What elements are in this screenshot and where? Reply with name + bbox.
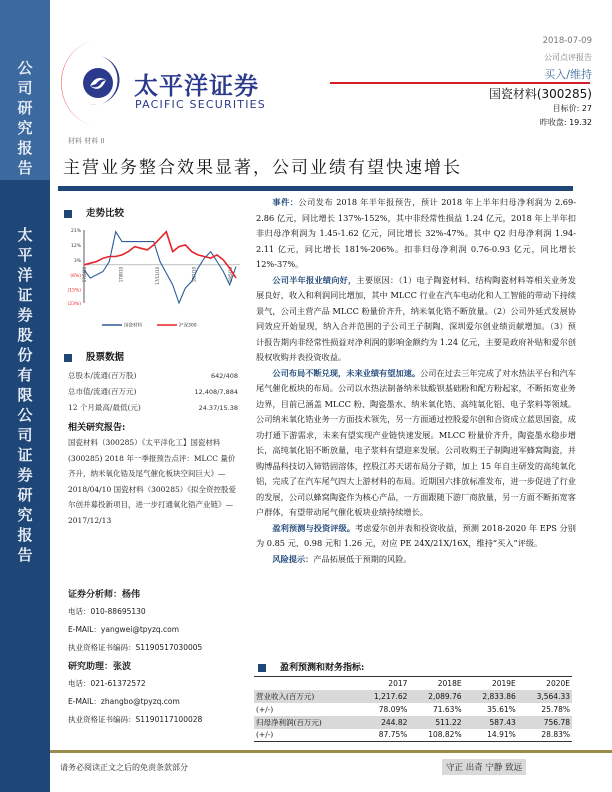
assistant-cert: 执业资格证书编码：S1190117100028 <box>68 715 203 724</box>
sidebar-company-label: 太 平 洋 证 券 股 份 有 限 公 司 证 券 研 究 报 告 <box>17 226 33 564</box>
industry-category: 材料 材料 II <box>68 137 105 145</box>
table-row: 营业收入(百万元) 1,217.62 2,089.76 2,833.86 3,564.33 <box>256 691 570 701</box>
paragraph-risk: 风险提示：产品拓展低于预期的风险。 <box>272 553 412 564</box>
svg-text:3%: 3% <box>73 258 81 264</box>
logo-cn-text: 太平洋证券 <box>134 72 259 100</box>
svg-text:17/8/10: 17/8/10 <box>118 266 124 283</box>
svg-text:国瓷材料: 国瓷材料 <box>124 323 142 329</box>
stock-row: 12 个月最高/最低(元) 24.37/15.38 <box>68 403 238 412</box>
bullet-square-icon <box>64 210 72 218</box>
assistant-phone: 电话：021-61372572 <box>68 679 146 688</box>
table-row: 归母净利润(百万元) 244.82 511.22 587.43 756.78 <box>256 717 570 727</box>
analyst-email[interactable]: E-MAIL：yangwei@tpyzq.com <box>68 625 180 634</box>
stock-data-heading: 股票数据 <box>64 349 124 363</box>
rating: 买入/维持 <box>544 68 592 81</box>
related-reports-list: 国瓷材料（300285）《太平洋化工】国瓷材料(300285) 2018 年一季报预告点评：MLCC 量价齐升，纳米氧化锆及尾气催化板块空间巨大》—2018/04/10 国瓷材料（300285）《拟全资控股爱尔创并募投新项目，进一步打通氧化锆产业链》—2017/12/13 <box>68 438 236 525</box>
related-reports-heading: 相关研究报告: <box>68 423 126 433</box>
financials-heading: 盈利预测和财务指标: <box>258 660 364 673</box>
svg-text:17/5/10: 17/5/10 <box>82 266 87 283</box>
table-row: (+/-) 78.09% 71.63% 35.61% 25.78% <box>256 704 570 714</box>
paragraph-layout: 公司布局不断兑现，未来业绩有望加速。公司在过去三年完成了对水热法平台和汽车尾气催化板块的布局。公司以水热法制备纳米钛酸钡基础粉和配方粉起家，不断拓宽业务边界，目前已涵盖 MLCC 粉、陶瓷墨水、纳米氧化锆、高纯氧化铝、电子浆料等领域。公司纳米氧化锆业务一方面技术领先，另一方面通过控股爱尔创和合资成立蓝思国瓷，成功打通下游需求，未来有望实现产业链快速发展。MLCC 粉量价齐升，陶瓷墨水稳步增长，高纯氧化铝不断放量，电子浆料有望迎来发展。公司收购王子制陶进军蜂窝陶瓷，并购博晶科技切入铈锆固溶体，控股江苏天诺布局分子筛，加上 15 年自主研发的高纯氧化铝，完成了在汽车尾气四大上游材料的布局。近期国六排放标准发布，进一步促进了行业的发展，公司以蜂窝陶瓷作为核心产品，一方面跟随下游厂商放量，另一方面不断拓宽客户群体，有望带动尾气催化板块业绩持续增长。 <box>256 367 576 517</box>
table-row: (+/-) 87.75% 108.82% 14.91% 28.83% <box>254 729 572 742</box>
svg-text:18/2/10: 18/2/10 <box>191 266 197 283</box>
stock-row: 总股本/流通(百万股) 642/408 <box>68 371 238 380</box>
trend-line-chart <box>62 225 244 335</box>
last-close: 昨收盘: 19.32 <box>539 118 592 127</box>
footer-divider <box>50 750 612 753</box>
svg-text:(15%): (15%) <box>67 288 81 294</box>
report-type: 公司点评报告 <box>544 53 592 62</box>
svg-text:沪深300: 沪深300 <box>179 323 197 329</box>
sidebar-report-label: 公 司 研 究 报 告 <box>17 59 33 177</box>
paragraph-forecast: 盈利预测与投资评级。考虑爱尔创并表和投资收益，预测 2018-2020 年 EPS 分别为 0.85 元、0.98 元和 1.26 元，对应 PE 24X/21X/16X，维持“买入”评级。 <box>256 522 576 548</box>
svg-text:21%: 21% <box>70 229 81 234</box>
svg-text:(23%): (23%) <box>67 302 81 307</box>
header-divider <box>330 82 590 84</box>
bullet-square-icon <box>258 664 266 672</box>
svg-text:17/11/10: 17/11/10 <box>155 266 160 285</box>
financials-table <box>254 676 572 742</box>
bullet-square-icon <box>64 354 72 362</box>
paragraph-event: 事件：公司发布 2018 年半年报预告，预计 2018 年上半年归母净利润为 2.69-2.86 亿元，同比增长 137%-152%，其中非经常性损益 1.24 亿元，2018 年上半年扣非归母净利润为 1.45-1.62 亿元，同比增长 32%-47%。其中 Q2 归母净利润 1.94-2.11 亿元，同比增长 181%-206%。扣非归母净利润 0.76-0.93 亿元，同比增长 12%-37%。 <box>256 197 576 269</box>
svg-text:12%: 12% <box>70 243 81 249</box>
footer-disclaimer: 请务必阅读正文之后的免责条款部分 <box>60 763 188 772</box>
svg-text:18/5/10: 18/5/10 <box>228 266 233 283</box>
stock-data-table <box>68 368 238 416</box>
report-title: 主营业务整合效果显著，公司业绩有望快速增长 <box>63 158 462 178</box>
analyst-cert: 执业资格证书编码：S1190517030005 <box>68 643 203 652</box>
title-divider <box>58 186 573 191</box>
pacific-logo-icon <box>60 38 130 128</box>
target-price: 目标价: 27 <box>552 104 592 113</box>
stock-row: 总市值/流通(百万元) 12,408/7,884 <box>68 387 238 396</box>
logo-en-text: PACIFIC SECURITIES <box>135 98 266 111</box>
analyst-title: 证券分析师：杨伟 <box>68 590 141 600</box>
table-header-row: 2017 2018E 2019E 2020E <box>254 677 572 690</box>
report-body <box>256 195 576 567</box>
svg-text:(6%): (6%) <box>70 273 81 279</box>
assistant-title: 研究助理：张波 <box>68 662 132 672</box>
series-line <box>84 232 236 303</box>
analyst-phone: 电话：010-88695130 <box>68 607 146 616</box>
report-date: 2018-07-09 <box>542 36 592 46</box>
stock-name: 国瓷材料(300285) <box>488 87 592 101</box>
assistant-email[interactable]: E-MAIL：zhangbo@tpyzq.com <box>68 697 180 706</box>
trend-heading: 走势比较 <box>64 205 124 219</box>
trend-chart <box>62 225 244 335</box>
paragraph-results: 公司半年报业绩向好，主要原因：（1）电子陶瓷材料、结构陶瓷材料等相关业务发展良好，收入和利润同比增加，其中 MLCC 行业在汽车电动化和人工智能的带动下持续景气，公司主营产品 MLCC 粉量价齐升，纳米氧化锆不断放量。（2）公司外延式发展协同效应开始显现，纳入合并范围的子公司王子制陶、深圳爱尔创业绩贡献增加。（3）预计报告期内非经常性损益对净利润的影响金额约为 1.24 亿元，主要是政府补贴和爱尔创股权收购并表投资收益。 <box>256 274 576 362</box>
company-logo <box>60 38 270 128</box>
footer-motto: 守正 出奇 宁静 致远 <box>442 759 526 775</box>
